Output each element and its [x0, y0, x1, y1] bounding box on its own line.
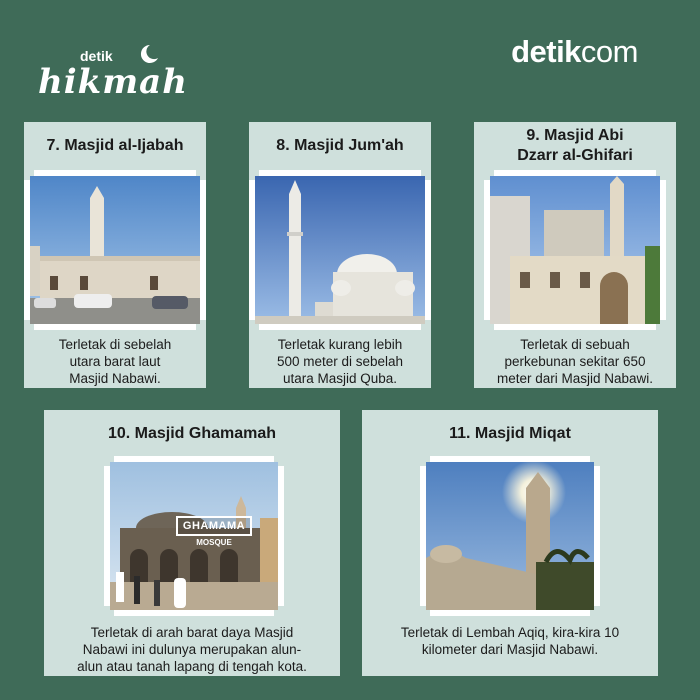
card-masjid-al-ijabah — [24, 122, 206, 388]
card-masjid-miqat — [362, 410, 658, 676]
photo-masjid-miqat — [426, 462, 594, 610]
logo-light-part: com — [580, 34, 638, 69]
photo-frame — [104, 456, 284, 616]
detikcom-logo — [511, 34, 638, 70]
card-title: 7. Masjid al-Ijabah — [46, 137, 184, 154]
card-description: Terletak di sebelah utara barat laut Masjid Nabawi. — [58, 337, 172, 386]
card-title: 10. Masjid Ghamamah — [107, 425, 277, 442]
card-masjid-ghamamah — [44, 410, 340, 676]
photo-frame — [249, 170, 431, 330]
card-description: Terletak di Lembah Aqiq, kira-kira 10 kilometer dari Masjid Nabawi. — [400, 625, 620, 657]
card-title: 8. Masjid Jum'ah — [276, 137, 404, 154]
photo-frame — [484, 170, 666, 330]
card-description: Terletak di arah barat daya Masjid Nabawi ini dulunya merupakan alun- alun atau tanah lapang di tengah kota. — [77, 625, 307, 674]
logo-bold-part: detik — [511, 34, 581, 69]
card-description: Terletak kurang lebih 500 meter di sebelah utara Masjid Quba. — [276, 337, 404, 386]
card-masjid-jumah — [249, 122, 431, 388]
photo-masjid-ghamamah — [110, 462, 278, 610]
card-description: Terletak di sebuah perkebunan sekitar 650 meter dari Masjid Nabawi. — [496, 337, 654, 386]
detikhikmah-logo — [38, 40, 188, 102]
photo-masjid-abi-dzarr — [490, 176, 660, 324]
photo-masjid-al-ijabah — [30, 176, 200, 324]
photo-label: GHAMAMA — [176, 516, 252, 536]
photo-label-sub: MOSQUE — [196, 538, 232, 547]
logo-small-text: detik — [80, 48, 113, 64]
card-masjid-abi-dzarr — [474, 122, 676, 388]
photo-frame — [24, 170, 206, 330]
photo-frame — [420, 456, 600, 616]
card-title: 11. Masjid Miqat — [449, 425, 571, 442]
photo-masjid-jumah — [255, 176, 425, 324]
logo-big-text: hikmah — [38, 62, 188, 102]
card-title: 9. Masjid Abi Dzarr al-Ghifari — [517, 127, 633, 164]
